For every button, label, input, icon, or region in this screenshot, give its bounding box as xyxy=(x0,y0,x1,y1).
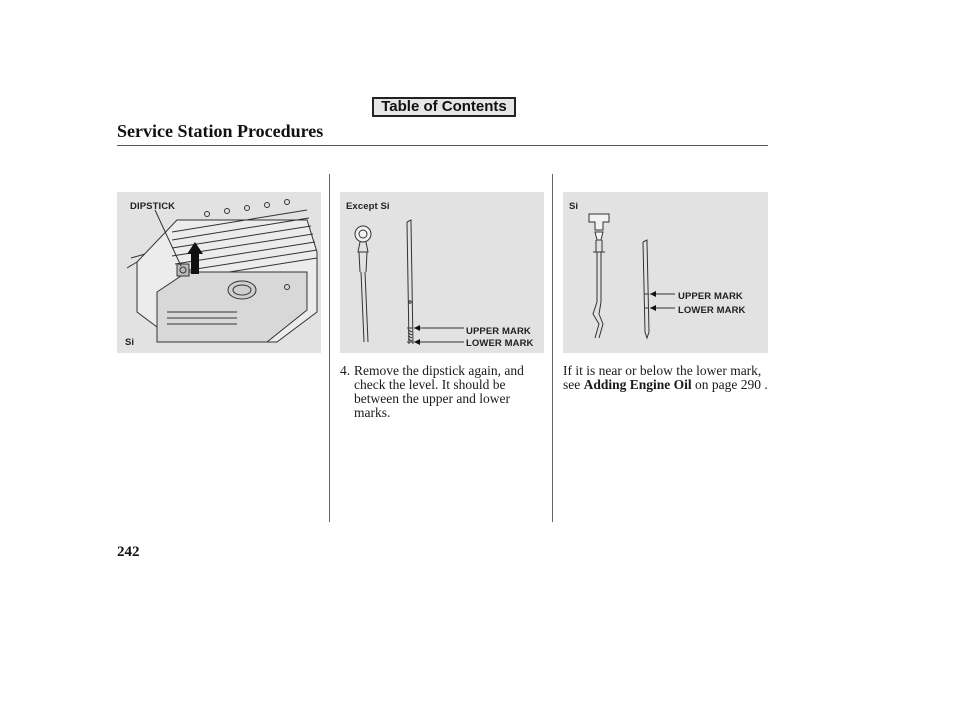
note-period: . xyxy=(764,377,768,392)
figure-dipstick-except-si xyxy=(340,192,544,353)
page-number: 242 xyxy=(117,544,140,560)
header-divider xyxy=(117,145,768,146)
note-line: If it is near or below the lower mark, xyxy=(563,363,762,378)
column-divider-left xyxy=(329,174,330,522)
engine-illustration xyxy=(117,192,321,353)
dipstick-illustration xyxy=(563,192,768,353)
column-divider-right xyxy=(552,174,553,522)
note-see: see xyxy=(563,377,581,392)
page-title: Service Station Procedures xyxy=(117,121,324,141)
step-line: check the level. It should be xyxy=(354,377,506,392)
figure-variant-label: Si xyxy=(125,337,135,348)
upper-mark-label: UPPER MARK xyxy=(678,291,743,302)
step-line: marks. xyxy=(354,405,391,420)
figure-dipstick-si xyxy=(563,192,768,353)
adding-engine-oil-link[interactable]: Adding Engine Oil xyxy=(583,377,692,392)
step-line: Remove the dipstick again, and xyxy=(354,363,524,378)
lower-mark-label: LOWER MARK xyxy=(466,338,534,349)
note-line xyxy=(563,378,778,392)
figure-variant-label: Except Si xyxy=(346,201,390,212)
low-oil-note xyxy=(563,364,778,392)
note-on-page: on page xyxy=(695,377,738,392)
table-of-contents-button[interactable]: Table of Contents xyxy=(372,97,516,117)
step-line: between the upper and lower xyxy=(354,391,510,406)
step-number: 4. xyxy=(340,363,351,378)
upper-mark-label: UPPER MARK xyxy=(466,326,531,337)
step-text xyxy=(354,364,544,420)
figure-variant-label: Si xyxy=(569,201,579,212)
lower-mark-label: LOWER MARK xyxy=(678,305,746,316)
figure-engine-dipstick xyxy=(117,192,321,353)
dipstick-callout: DIPSTICK xyxy=(130,201,176,212)
page-reference[interactable]: 290 xyxy=(740,377,762,392)
